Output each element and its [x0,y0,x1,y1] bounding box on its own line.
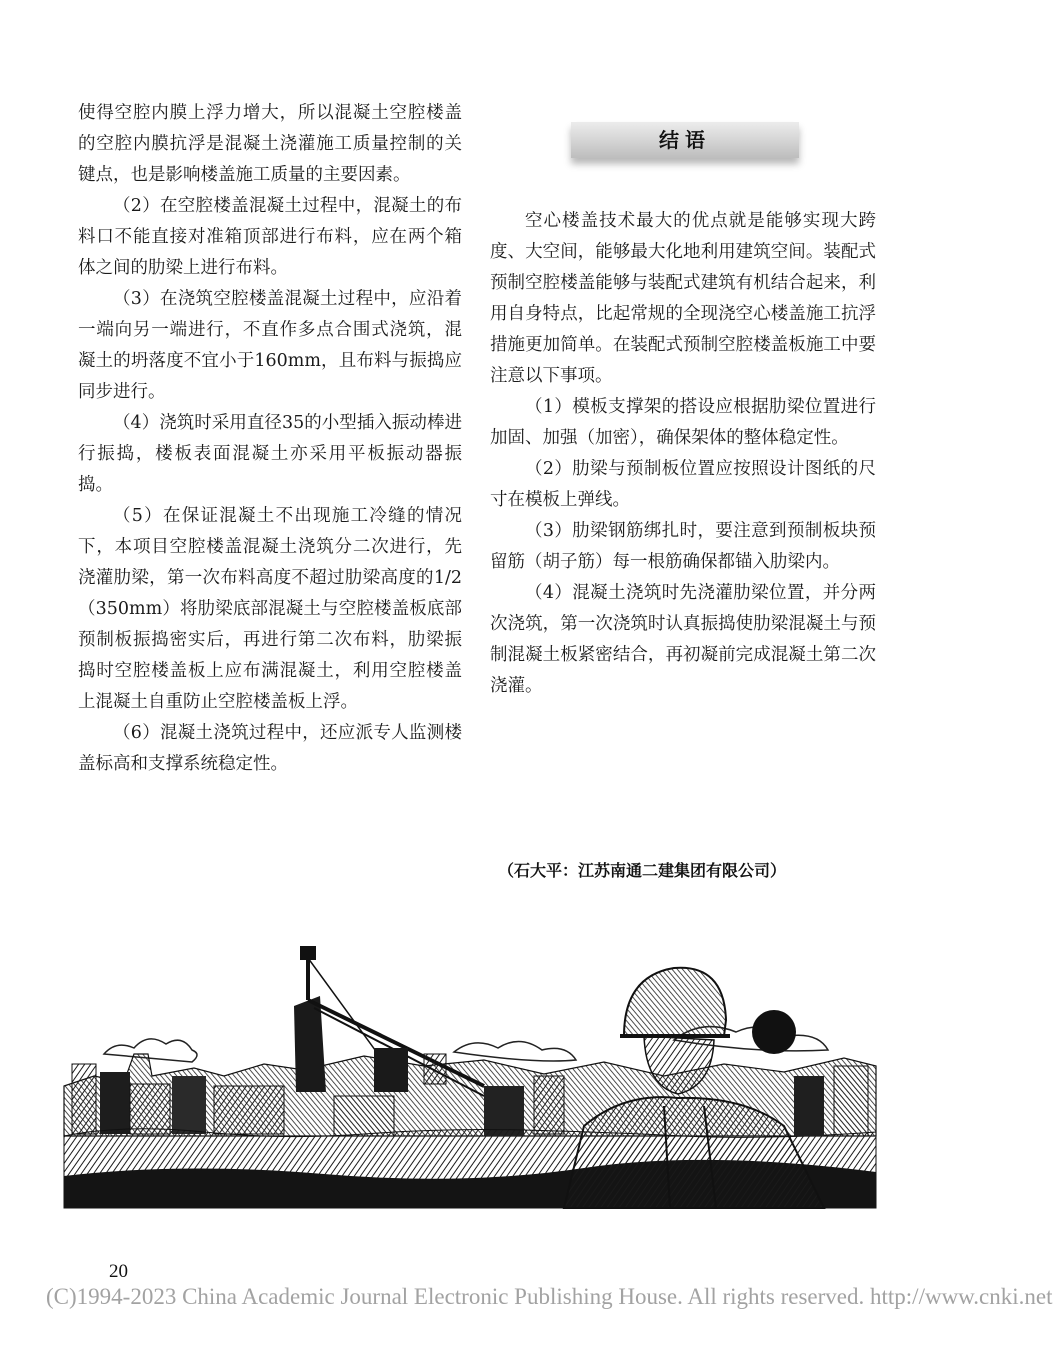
page-number: 20 [109,1261,128,1282]
author-credit: （石大平：江苏南通二建集团有限公司） [498,861,787,880]
section-heading: 结语 [571,122,799,158]
body-paragraph: （3）在浇筑空腔楼盖混凝土过程中，应沿着一端向另一端进行，不直作多点合围式浇筑，混凝土的坍落度不宜小于160mm，且布料与振捣应同步进行。 [78,289,462,402]
body-paragraph: （1）模板支撑架的搭设应根据肋梁位置进行加固、加强（加密），确保架体的整体稳定性。 [490,397,876,448]
construction-site-illustration [64,936,876,1208]
body-paragraph: （4）浇筑时采用直径35的小型插入振动棒进行振捣，楼板表面混凝土亦采用平板振动器振捣。 [78,413,462,495]
body-paragraph: 使得空腔内膜上浮力增大，所以混凝土空腔楼盖的空腔内膜抗浮是混凝土浇灌施工质量控制的关键点，也是影响楼盖施工质量的主要因素。 [78,103,462,185]
copyright-watermark: (C)1994-2023 China Academic Journal Electronic Publishing House. All rights reserved. http://www.cnki.net [46,1284,1053,1309]
body-paragraph: （2）肋梁与预制板位置应按照设计图纸的尺寸在模板上弹线。 [490,459,876,510]
left-column [78,98,462,780]
body-paragraph: （3）肋梁钢筋绑扎时，要注意到预制板块预留筋（胡子筋）每一根筋确保都锚入肋梁内。 [490,521,876,572]
body-paragraph: （2）在空腔楼盖混凝土过程中，混凝土的布料口不能直接对准箱顶部进行布料，应在两个箱体之间的肋梁上进行布料。 [78,196,462,278]
body-paragraph: （6）混凝土浇筑过程中，还应派专人监测楼盖标高和支撑系统稳定性。 [78,723,462,774]
body-paragraph: （4）混凝土浇筑时先浇灌肋梁位置，并分两次浇筑，第一次浇筑时认真振捣使肋梁混凝土与预制混凝土板紧密结合，再初凝前完成混凝土第二次浇灌。 [490,583,876,696]
right-column [490,206,876,702]
body-paragraph: 空心楼盖技术最大的优点就是能够实现大跨度、大空间，能够最大化地利用建筑空间。装配式预制空腔楼盖能够与装配式建筑有机结合起来，利用自身特点，比起常规的全现浇空心楼盖施工抗浮措施更加简单。在装配式预制空腔楼盖板施工中要注意以下事项。 [490,211,876,386]
body-paragraph: （5）在保证混凝土不出现施工冷缝的情况下，本项目空腔楼盖混凝土浇筑分二次进行，先浇灌肋梁，第一次布料高度不超过肋梁高度的1/2（350mm）将肋梁底部混凝土与空腔楼盖板底部预制板振捣密实后，再进行第二次布料，肋梁振捣时空腔楼盖板上应布满混凝土，利用空腔楼盖上混凝土自重防止空腔楼盖板上浮。 [78,506,462,712]
